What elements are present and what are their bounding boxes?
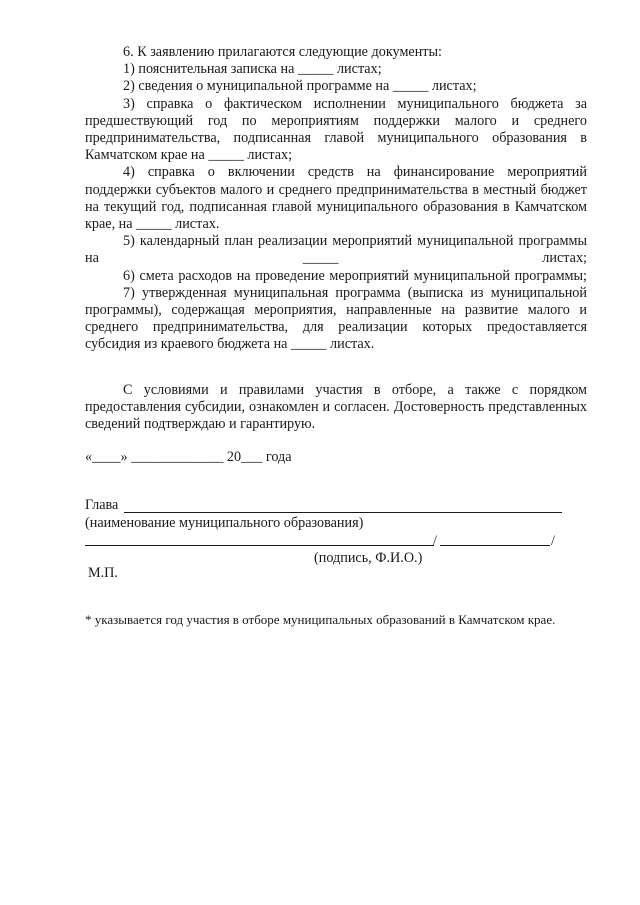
- attachments-intro: 6. К заявлению прилагаются следующие документы:: [123, 44, 442, 60]
- full-name-line: [440, 545, 550, 546]
- full-name-separator: /: [551, 533, 555, 549]
- attachment-item-6: 6) смета расходов на проведение мероприятий муниципальной программы;: [123, 267, 587, 284]
- date-line: «____» _____________ 20___ года: [85, 449, 292, 465]
- municipality-name-caption: (наименование муниципального образования): [85, 515, 364, 531]
- consent-paragraph: С условиями и правилами участия в отборе, а также с порядком предоставления субсидии, ознакомлен и согласен. Достоверность представленных сведений подтверждаю и гарантирую.: [85, 382, 587, 433]
- attachment-item-3: 3) справка о фактическом исполнении муниципального бюджета за предшествующий год по мероприятиям поддержки малого и среднего предпринимательства, подписанная главой муниципального образования в Камчатском крае на _____ листах;: [85, 95, 587, 164]
- attachment-item-4: 4) справка о включении средств на финансирование мероприятий поддержки субъектов малого и среднего предпринимательства в местный бюджет на текущий год, подписанная главой муниципального образования в Камчатском крае, на _____ листах.: [85, 164, 587, 233]
- head-label: Глава: [85, 497, 119, 513]
- signature-caption: (подпись, Ф.И.О.): [314, 550, 423, 566]
- attachments-section: [85, 44, 587, 354]
- municipality-name-line: [124, 512, 562, 513]
- attachment-item-1: 1) пояснительная записка на _____ листах;: [123, 61, 382, 78]
- seal-label: М.П.: [88, 565, 118, 581]
- attachment-item-2: 2) сведения о муниципальной программе на _____ листах;: [123, 78, 477, 95]
- signature-line: [85, 545, 434, 546]
- attachment-item-7: 7) утвержденная муниципальная программа (выписка из муниципальной программы), содержащая мероприятия, направленные на развитие малого и среднего предпринимательства, для реализации которых предоставляется субсидия из краевого бюджета на _____ листах.: [85, 284, 587, 353]
- footnote: * указывается год участия в отборе муниципальных образований в Камчатском крае.: [85, 612, 556, 627]
- attachment-item-5: 5) календарный план реализации мероприятий муниципальной программы на _____ листах;: [85, 233, 587, 267]
- signature-separator: /: [433, 533, 437, 549]
